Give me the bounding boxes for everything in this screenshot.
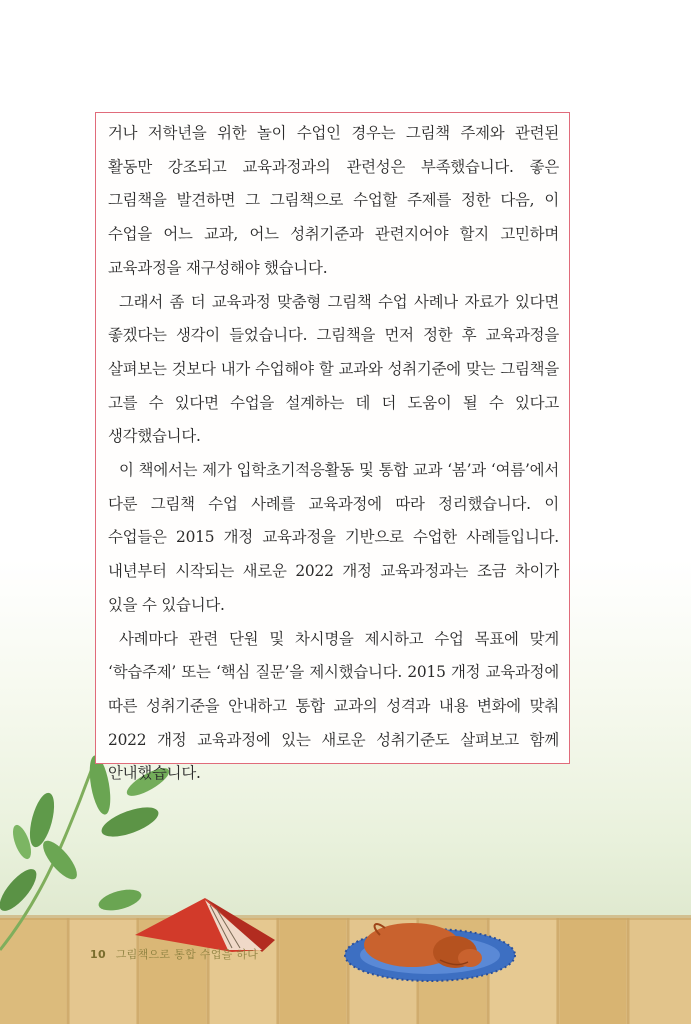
wooden-fence <box>0 915 691 1024</box>
paragraph-4: 사례마다 관련 단원 및 차시명을 제시하고 수업 목표에 맞게 ‘학습주제’ 또는 ‘핵심 질문’을 제시했습니다. 2015 개정 교육과정에 따른 성취기준을 안내하고 통합 교과의 성격과 내용 변화에 맞춰 2022 개정 교육과정에 있는 새로운 성취기준도 살펴보고 함께 안내했습니다. <box>108 629 559 783</box>
paragraph-1: 거나 저학년을 위한 놀이 수업인 경우는 그림책 주제와 관련된 활동만 강조되고 교육과정과의 관련성은 부족했습니다. 좋은 그림책을 발견하면 그 그림책으로 수업할 주제를 정한 다음, 이 수업을 어느 교과, 어느 성취기준과 관련지어야 할지 고민하며 교육과정을 재구성해야 했습니다. <box>108 124 559 277</box>
paragraph-2: 그래서 좀 더 교육과정 맞춤형 그림책 수업 사례나 자료가 있다면 좋겠다는 생각이 들었습니다. 그림책을 먼저 정한 후 교육과정을 살펴보는 것보다 내가 수업해야 할 교과와 성취기준에 맞는 그림책을 고를 수 있다면 수업을 설계하는 데 더 도움이 될 수 있다고 생각했습니다. <box>108 292 559 446</box>
running-title: 그림책으로 통합 수업을 하다 <box>115 948 259 961</box>
page-number: 10 <box>90 948 106 961</box>
paragraph-3: 이 책에서는 제가 입학초기적응활동 및 통합 교과 ‘봄’과 ‘여름’에서 다룬 그림책 수업 사례를 교육과정에 따라 정리했습니다. 이 수업들은 2015 개정 교육과정을 기반으로 수업한 사례들입니다. 내년부터 시작되는 새로운 2022 개정 교육과정과는 조금 차이가 있을 수 있습니다. <box>108 461 559 614</box>
page-footer <box>90 946 258 962</box>
text-frame <box>95 112 570 783</box>
